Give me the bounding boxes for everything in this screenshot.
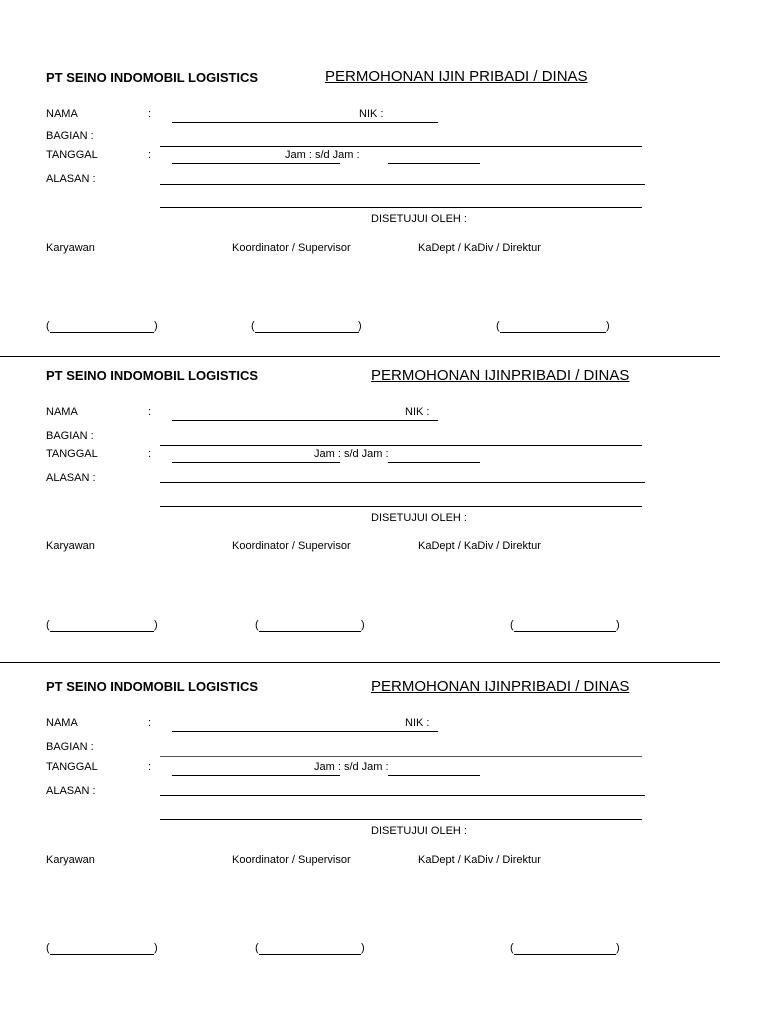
bagian-label: BAGIAN : bbox=[46, 430, 94, 442]
sig-close-3: ) bbox=[616, 619, 620, 631]
alasan-field-line-1[interactable] bbox=[160, 482, 645, 483]
company-name: PT SEINO INDOMOBIL LOGISTICS bbox=[46, 679, 259, 694]
nik-label: NIK : bbox=[405, 406, 430, 418]
tanggal-colon: : bbox=[148, 761, 152, 773]
nik-label: NIK : bbox=[405, 717, 430, 729]
nama-field-line[interactable] bbox=[172, 122, 344, 123]
disetujui-label: DISETUJUI OLEH : bbox=[371, 512, 467, 524]
signer-koordinator: Koordinator / Supervisor bbox=[232, 540, 351, 552]
bagian-label: BAGIAN : bbox=[46, 741, 94, 753]
nama-field-line[interactable] bbox=[172, 420, 344, 421]
nama-colon: : bbox=[148, 108, 152, 120]
jam-start-line[interactable] bbox=[274, 462, 340, 463]
jam-end-line[interactable] bbox=[388, 775, 480, 776]
bagian-field-line[interactable] bbox=[160, 146, 642, 147]
disetujui-label: DISETUJUI OLEH : bbox=[371, 825, 467, 837]
tanggal-label: TANGGAL bbox=[46, 448, 98, 460]
form-title: PERMOHONAN IJIN PRIBADI / DINAS bbox=[325, 68, 588, 85]
signer-koordinator: Koordinator / Supervisor bbox=[232, 242, 351, 254]
nik-field-line[interactable] bbox=[344, 122, 438, 123]
sig-open-1: ( bbox=[46, 619, 50, 631]
section-divider-1 bbox=[0, 356, 720, 357]
sig-close-1: ) bbox=[154, 942, 158, 954]
sig-open-1: ( bbox=[46, 942, 50, 954]
bagian-label: BAGIAN : bbox=[46, 130, 94, 142]
jam-label: Jam : s/d Jam : bbox=[314, 448, 389, 460]
sig-close-1: ) bbox=[154, 320, 158, 332]
jam-start-line[interactable] bbox=[274, 775, 340, 776]
nik-field-line[interactable] bbox=[344, 731, 438, 732]
form-title: PERMOHONAN IJINPRIBADI / DINAS bbox=[371, 678, 630, 695]
nama-label: NAMA bbox=[46, 108, 78, 120]
nik-field-line[interactable] bbox=[344, 420, 438, 421]
alasan-field-line-2[interactable] bbox=[160, 506, 642, 507]
sig-open-3: ( bbox=[510, 942, 514, 954]
alasan-field-line-2[interactable] bbox=[160, 207, 642, 208]
signer-koordinator: Koordinator / Supervisor bbox=[232, 854, 351, 866]
alasan-label: ALASAN : bbox=[46, 472, 96, 484]
sig-open-2: ( bbox=[255, 942, 259, 954]
signature-line-kadept[interactable] bbox=[500, 332, 606, 333]
nama-field-line[interactable] bbox=[172, 731, 344, 732]
jam-end-line[interactable] bbox=[388, 163, 480, 164]
company-name: PT SEINO INDOMOBIL LOGISTICS bbox=[46, 70, 259, 85]
jam-label: Jam : s/d Jam : bbox=[285, 149, 360, 161]
tanggal-label: TANGGAL bbox=[46, 761, 98, 773]
nama-label: NAMA bbox=[46, 717, 78, 729]
company-name: PT SEINO INDOMOBIL LOGISTICS bbox=[46, 368, 259, 383]
tanggal-colon: : bbox=[148, 448, 152, 460]
sig-open-3: ( bbox=[510, 619, 514, 631]
signer-karyawan: Karyawan bbox=[46, 854, 95, 866]
jam-label: Jam : s/d Jam : bbox=[314, 761, 389, 773]
section-divider-2 bbox=[0, 662, 720, 663]
nama-colon: : bbox=[148, 406, 152, 418]
disetujui-label: DISETUJUI OLEH : bbox=[371, 213, 467, 225]
bagian-field-line[interactable] bbox=[160, 756, 642, 757]
jam-end-line[interactable] bbox=[388, 462, 480, 463]
tanggal-field-line[interactable] bbox=[172, 775, 274, 776]
form-title: PERMOHONAN IJINPRIBADI / DINAS bbox=[371, 367, 630, 384]
tanggal-label: TANGGAL bbox=[46, 149, 98, 161]
signer-kadept: KaDept / KaDiv / Direktur bbox=[418, 854, 541, 866]
tanggal-field-line[interactable] bbox=[172, 163, 274, 164]
signature-line-karyawan[interactable] bbox=[50, 954, 154, 955]
alasan-label: ALASAN : bbox=[46, 173, 96, 185]
sig-open-1: ( bbox=[46, 320, 50, 332]
signature-line-koordinator[interactable] bbox=[255, 332, 359, 333]
sig-open-2: ( bbox=[251, 320, 255, 332]
signer-karyawan: Karyawan bbox=[46, 242, 95, 254]
nama-colon: : bbox=[148, 717, 152, 729]
alasan-label: ALASAN : bbox=[46, 785, 96, 797]
signature-line-karyawan[interactable] bbox=[50, 332, 154, 333]
nik-label: NIK : bbox=[359, 108, 384, 120]
tanggal-colon: : bbox=[148, 149, 152, 161]
signature-line-koordinator[interactable] bbox=[259, 954, 361, 955]
bagian-field-line[interactable] bbox=[160, 445, 642, 446]
tanggal-field-line[interactable] bbox=[172, 462, 274, 463]
alasan-field-line-1[interactable] bbox=[160, 795, 645, 796]
signer-kadept: KaDept / KaDiv / Direktur bbox=[418, 540, 541, 552]
sig-open-2: ( bbox=[255, 619, 259, 631]
sig-close-3: ) bbox=[616, 942, 620, 954]
sig-close-2: ) bbox=[361, 942, 365, 954]
alasan-field-line-2[interactable] bbox=[160, 819, 642, 820]
sig-close-2: ) bbox=[358, 320, 362, 332]
jam-start-line[interactable] bbox=[274, 163, 340, 164]
signature-line-karyawan[interactable] bbox=[50, 631, 154, 632]
signature-line-koordinator[interactable] bbox=[259, 631, 361, 632]
sig-close-2: ) bbox=[361, 619, 365, 631]
sig-close-3: ) bbox=[606, 320, 610, 332]
signer-karyawan: Karyawan bbox=[46, 540, 95, 552]
signature-line-kadept[interactable] bbox=[514, 631, 616, 632]
sig-close-1: ) bbox=[154, 619, 158, 631]
signer-kadept: KaDept / KaDiv / Direktur bbox=[418, 242, 541, 254]
sig-open-3: ( bbox=[496, 320, 500, 332]
alasan-field-line-1[interactable] bbox=[160, 184, 645, 185]
nama-label: NAMA bbox=[46, 406, 78, 418]
signature-line-kadept[interactable] bbox=[514, 954, 616, 955]
